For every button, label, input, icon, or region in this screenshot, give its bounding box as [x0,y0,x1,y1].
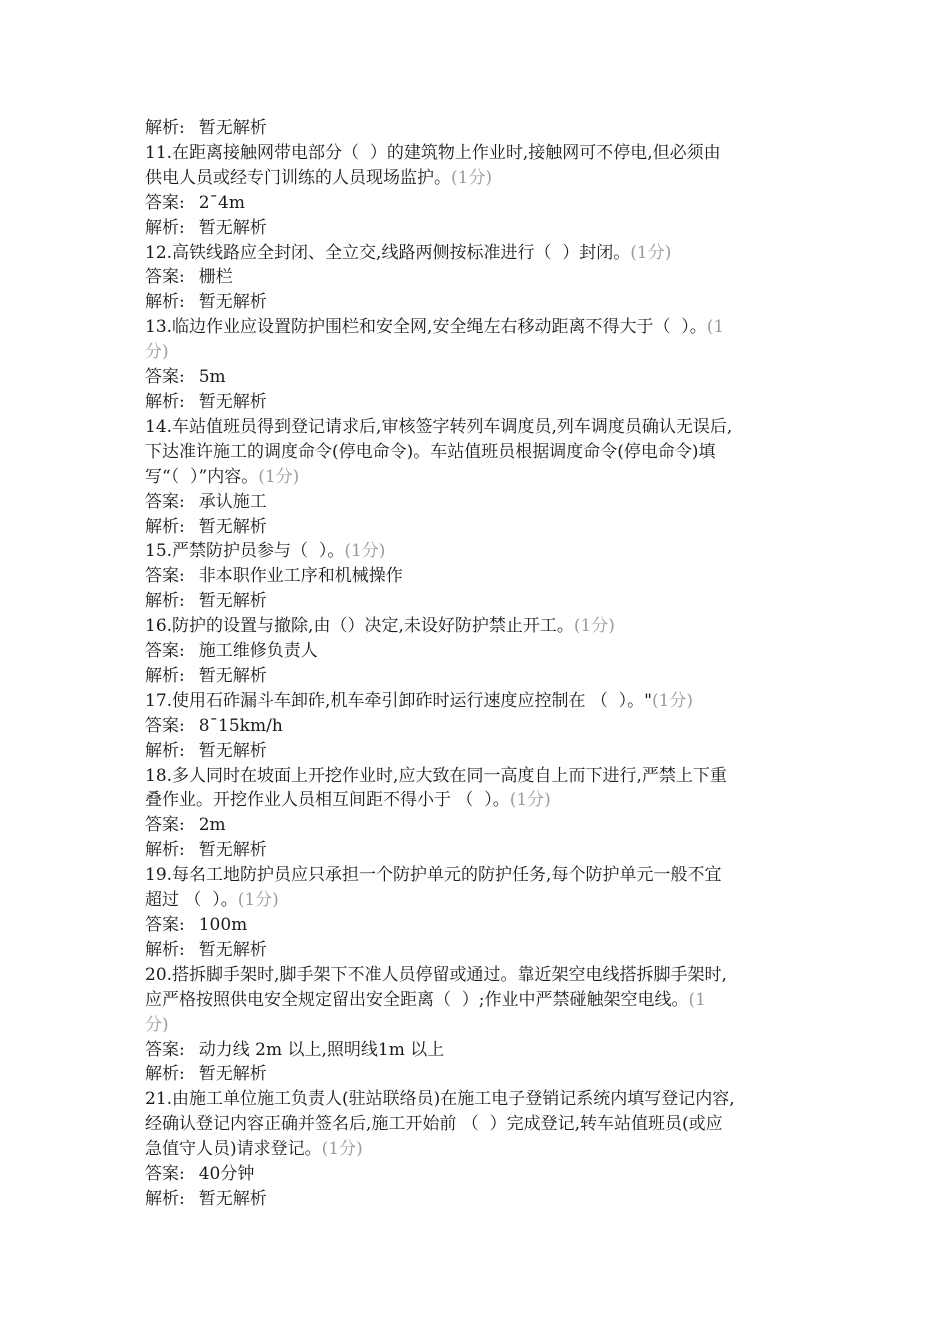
answer-label: 答案: [145,715,185,736]
answer-line [145,1038,825,1063]
question-score: (1 [706,317,725,338]
question-line [145,614,825,639]
answer-line [145,564,825,589]
question-line [145,539,825,564]
question-score: (1分) [630,242,672,263]
question-line [145,689,825,714]
answer-line [145,639,825,664]
analysis-label: 解析: [145,1188,185,1209]
answer-line [145,813,825,838]
analysis-line [145,216,825,241]
answer-text: 8¯15km/h [198,715,283,736]
question-line [145,141,825,166]
answer-line [145,191,825,216]
analysis-line [145,116,825,141]
question-score: (1分) [573,616,615,637]
question-line [145,988,825,1013]
analysis-text: 暂无解析 [198,740,267,761]
analysis-label: 解析: [145,217,185,238]
answer-text: 2¯4m [198,192,245,213]
answer-text: 动力线 2m 以上,照明线1m 以上 [198,1039,445,1060]
question-line [145,863,825,888]
answer-line [145,714,825,739]
question-score: (1分) [451,167,493,188]
analysis-line [145,739,825,764]
question-line [145,415,825,440]
answer-label: 答案: [145,915,185,935]
answer-label: 答案: [145,267,185,288]
question-score: (1分) [237,890,279,911]
question-text: 21.由施工单位施工负责人(驻站联络员)在施工电子登销记系统内填写登记内容, [145,1089,735,1110]
question-text: 20.搭拆脚手架时,脚手架下不准人员停留或通过。靠近架空电线搭拆脚手架时, [145,964,727,985]
answer-label: 答案: [145,1164,185,1185]
analysis-label: 解析: [145,1064,185,1085]
analysis-label: 解析: [145,591,185,612]
question-line [145,963,825,988]
question-score-cont: 分) [145,342,169,363]
analysis-text: 暂无解析 [198,939,267,960]
answer-label: 答案: [145,491,185,512]
answer-label: 答案: [145,192,185,213]
question-text: 应严格按照供电安全规定留出安全距离（ ）;作业中严禁碰触架空电线。 [145,989,689,1010]
analysis-label: 解析: [145,292,185,313]
question-line [145,1087,825,1112]
answer-line [145,490,825,515]
analysis-text: 暂无解析 [198,1064,267,1085]
analysis-text: 暂无解析 [198,118,267,138]
analysis-text: 暂无解析 [198,1188,267,1209]
analysis-line [145,838,825,863]
analysis-label: 解析: [145,840,185,861]
question-line [145,241,825,266]
question-line [145,166,825,191]
answer-line [145,913,825,938]
analysis-text: 暂无解析 [198,217,267,238]
analysis-text: 暂无解析 [198,665,267,686]
question-text: 18.多人同时在坡面上开挖作业时,应大致在同一高度自上而下进行,严禁上下重 [145,765,727,786]
analysis-label: 解析: [145,740,185,761]
answer-text: 栅栏 [198,267,233,288]
question-line [145,340,825,365]
question-text: 16.防护的设置与撤除,由（）决定,未设好防护禁止开工。 [145,616,574,637]
question-text: 叠作业。开挖作业人员相互间距不得小于 （ ）。 [145,790,510,811]
question-text: 下达准许施工的调度命令(停电命令)。车站值班员根据调度命令(停电命令)填 [145,441,716,462]
question-line [145,1112,825,1137]
answer-label: 答案: [145,641,185,662]
question-text: 15.严禁防护员参与（ ）。 [145,541,345,562]
question-text: 超过 （ ）。 [145,890,238,911]
question-score: (1分) [258,466,300,487]
answer-label: 答案: [145,815,185,836]
analysis-label: 解析: [145,665,185,686]
question-score: (1分) [651,690,694,711]
answer-text: 2m [198,815,226,836]
answer-line [145,265,825,290]
analysis-text: 暂无解析 [198,591,267,612]
question-score-cont: 分) [145,1014,169,1035]
document-page [145,116,825,1212]
analysis-line [145,290,825,315]
question-text: 12.高铁线路应全封闭、全立交,线路两侧按标准进行（ ）封闭。 [145,242,631,263]
answer-text: 100m [198,915,248,935]
question-line [145,888,825,913]
answer-line [145,1162,825,1187]
analysis-line [145,589,825,614]
answer-label: 答案: [145,367,185,388]
analysis-text: 暂无解析 [198,516,267,537]
analysis-line [145,515,825,540]
question-text: 17.使用石砟漏斗车卸砟,机车牵引卸砟时运行速度应控制在 （ ）。" [145,690,652,711]
question-line [145,315,825,340]
answer-label: 答案: [145,1039,185,1060]
analysis-line [145,390,825,415]
answer-text: 5m [198,367,226,388]
analysis-label: 解析: [145,118,185,138]
question-text: 急值守人员)请求登记。 [145,1139,322,1160]
answer-text: 承认施工 [198,491,267,512]
question-line [145,1137,825,1162]
question-line [145,440,825,465]
answer-text: 施工维修负责人 [198,641,318,662]
analysis-label: 解析: [145,391,185,412]
analysis-line [145,664,825,689]
question-text: 供电人员或经专门训练的人员现场监护。 [145,167,451,188]
analysis-text: 暂无解析 [198,840,267,861]
question-line [145,465,825,490]
question-score: (1分) [509,790,551,811]
question-text: 13.临边作业应设置防护围栏和安全网,安全绳左右移动距离不得大于（ ）。 [145,317,707,338]
analysis-line [145,1187,825,1212]
answer-text: 40分钟 [198,1164,255,1185]
analysis-text: 暂无解析 [198,292,267,313]
analysis-label: 解析: [145,516,185,537]
question-text: 经确认登记内容正确并签名后,施工开始前 （ ）完成登记,转车站值班员(或应 [145,1114,723,1135]
question-line [145,764,825,789]
analysis-line [145,1062,825,1087]
question-score: (1 [688,989,706,1010]
answer-line [145,365,825,390]
analysis-text: 暂无解析 [198,391,267,412]
question-score: (1分) [321,1139,363,1160]
question-text: 19.每名工地防护员应只承担一个防护单元的防护任务,每个防护单元一般不宜 [145,865,722,886]
analysis-label: 解析: [145,939,185,960]
question-text: 11.在距离接触网带电部分（ ）的建筑物上作业时,接触网可不停电,但必须由 [145,142,721,163]
answer-label: 答案: [145,566,185,587]
answer-text: 非本职作业工序和机械操作 [198,566,403,587]
question-line [145,788,825,813]
question-text: 写“（ ）”内容。 [145,466,259,487]
analysis-line [145,938,825,963]
question-text: 14.车站值班员得到登记请求后,审核签字转列车调度员,列车调度员确认无误后, [145,416,733,437]
question-score: (1分) [344,541,386,562]
question-line [145,1013,825,1038]
